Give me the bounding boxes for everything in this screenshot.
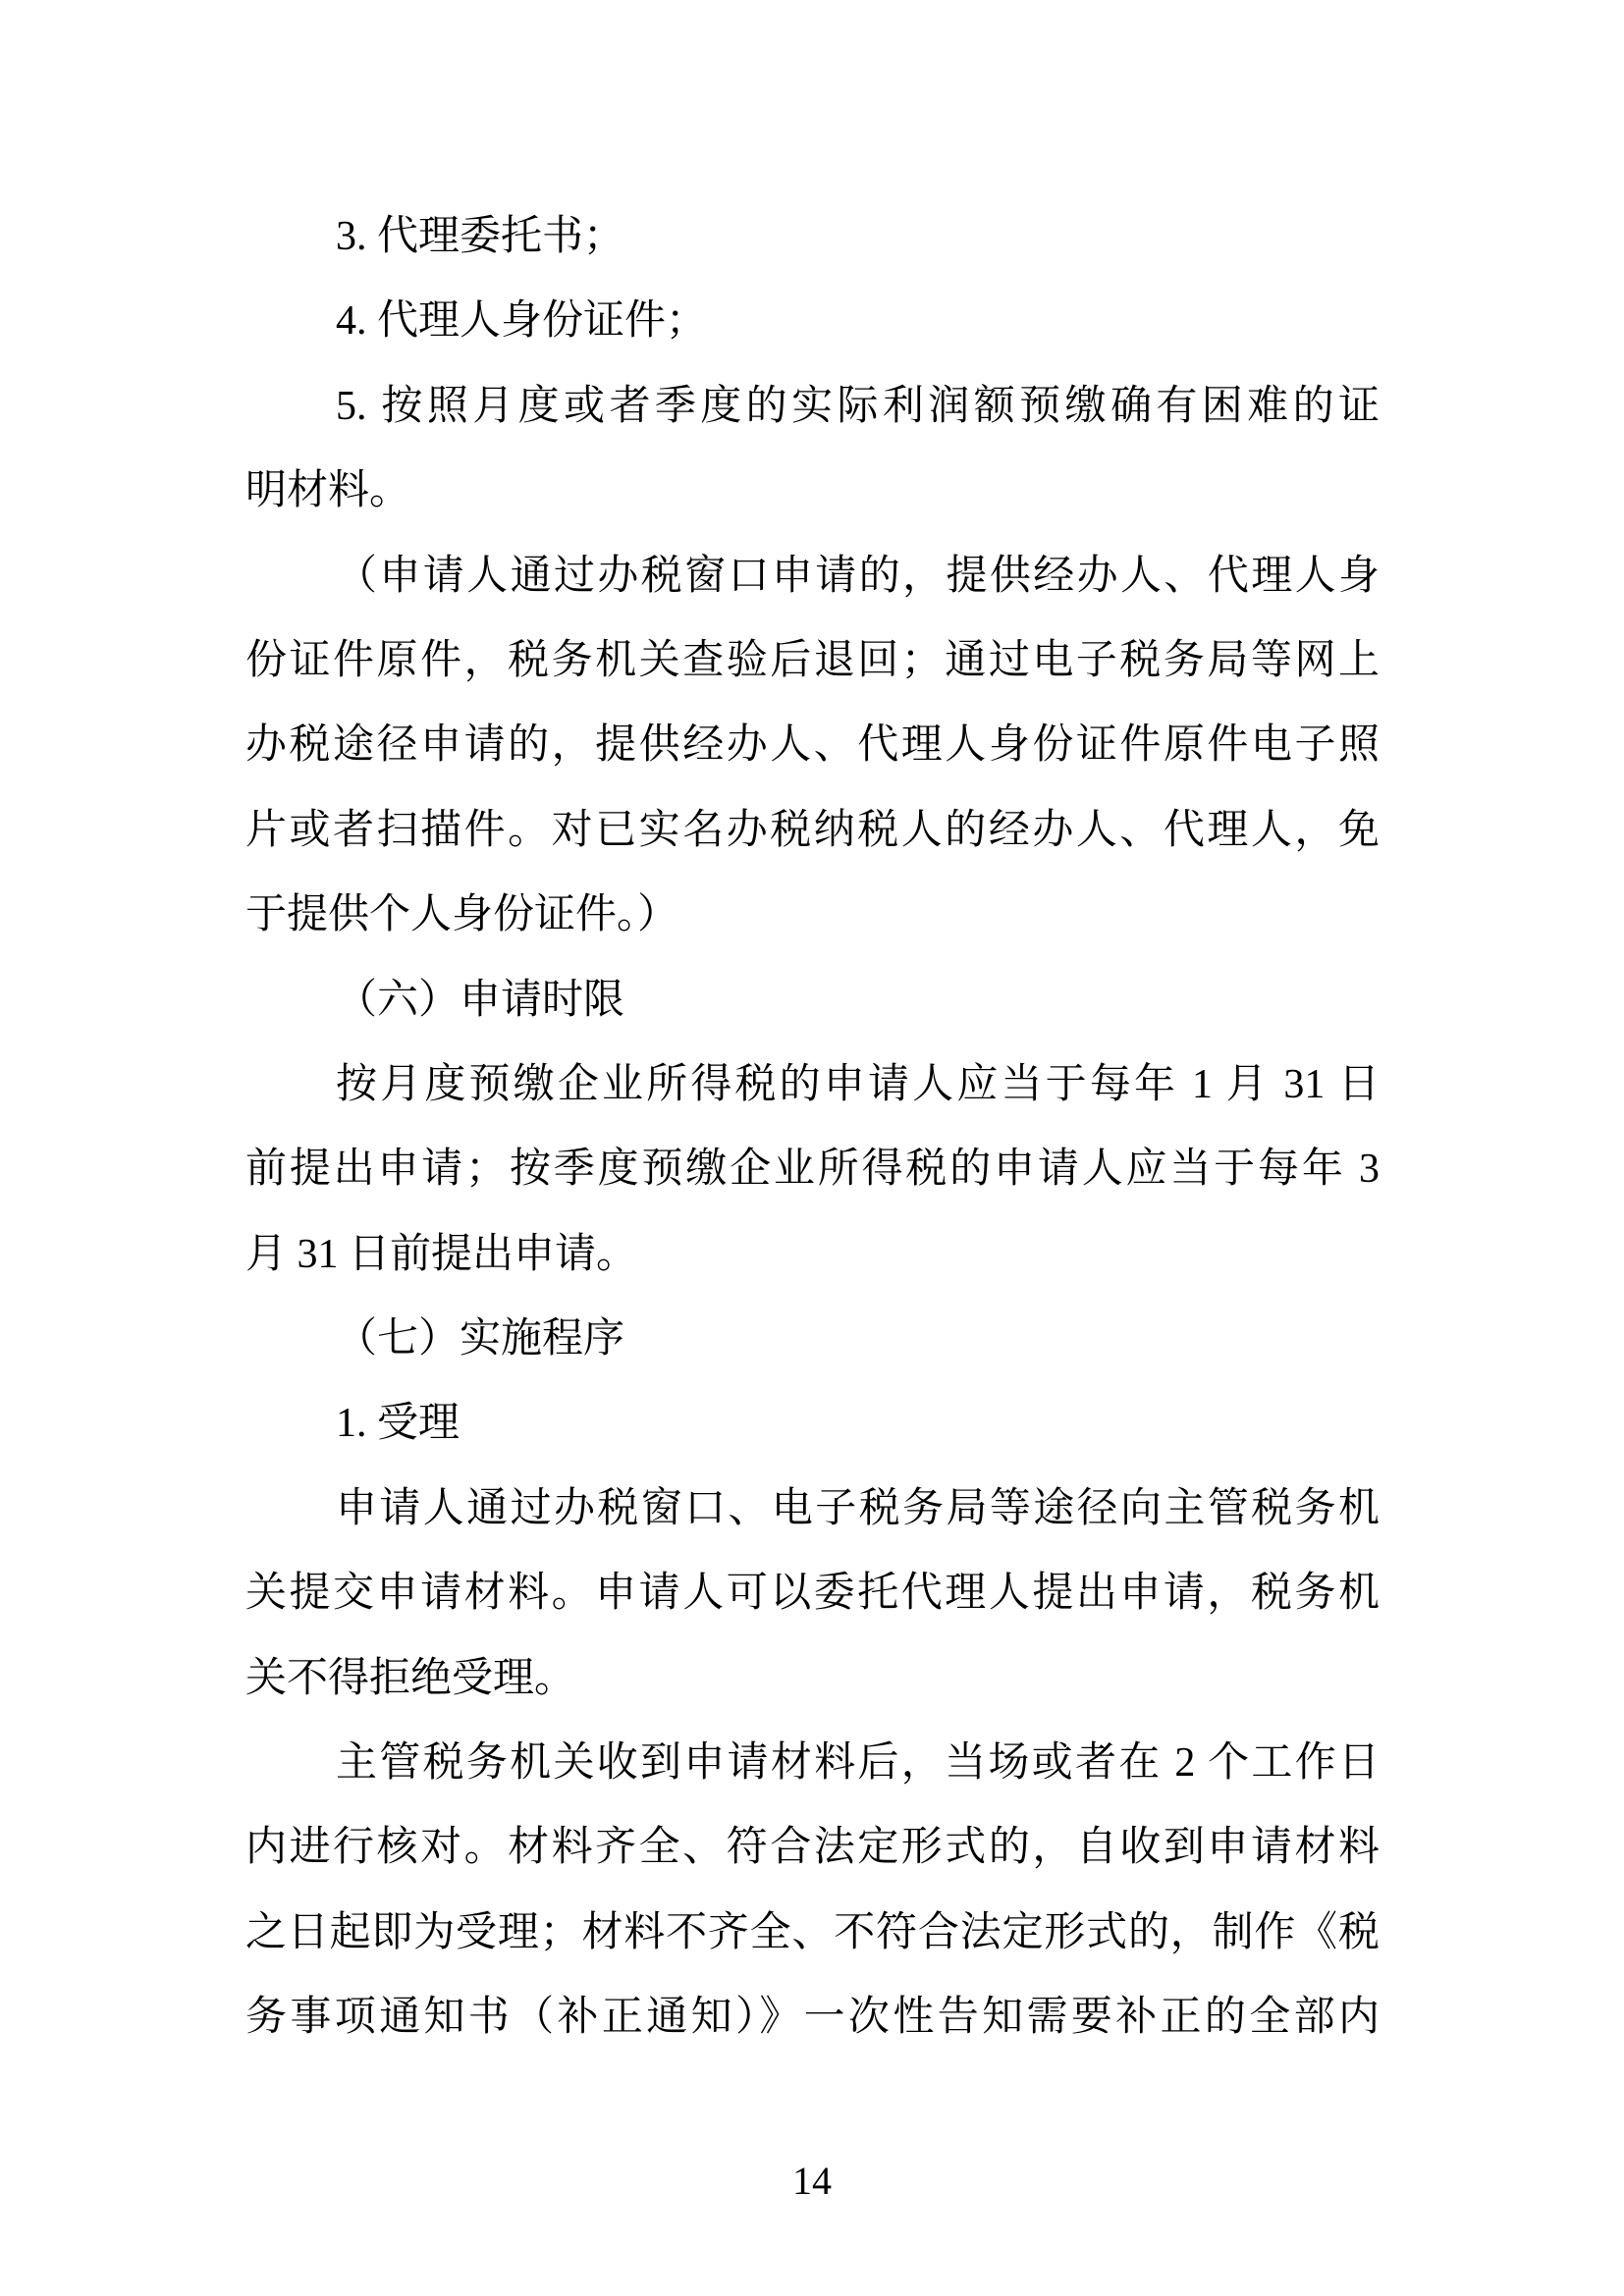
text-line: 3. 代理委托书；: [336, 214, 625, 259]
text-line: 月 31 日前提出申请。: [245, 1231, 638, 1277]
text-line: 1. 受理: [336, 1401, 460, 1447]
text-line: 于提供个人身份证件。）: [245, 892, 679, 938]
text-line: 前提出申请；按季度预缴企业所得税的申请人应当于每年 3: [245, 1147, 1380, 1193]
text-line: 内进行核对。材料齐全、符合法定形式的，自收到申请材料: [245, 1825, 1380, 1871]
document-body: [245, 194, 1380, 2060]
text-line: 务事项通知书（补正通知）》一次性告知需要补正的全部内: [245, 1995, 1380, 2041]
text-line: 4. 代理人身份证件；: [336, 298, 708, 345]
text-line: （申请人通过办税窗口申请的，提供经办人、代理人身: [336, 553, 1380, 599]
text-line: 5. 按照月度或者季度的实际利润额预缴确有困难的证: [336, 383, 1380, 429]
text-line: 按月度预缴企业所得税的申请人应当于每年 1 月 31 日: [336, 1061, 1380, 1107]
text-line: 片或者扫描件。对已实名办税纳税人的经办人、代理人，免: [245, 807, 1380, 853]
text-line: 关不得拒绝受理。: [245, 1655, 576, 1701]
text-line: （七）实施程序: [336, 1316, 625, 1362]
text-line: 之日起即为受理；材料不齐全、不符合法定形式的，制作《税: [245, 1909, 1380, 1955]
text-line: （六）申请时限: [336, 977, 625, 1023]
text-line: 份证件原件，税务机关查验后退回；通过电子税务局等网上: [245, 637, 1380, 683]
text-line: 明材料。: [245, 468, 411, 514]
text-line: 申请人通过办税窗口、电子税务局等途径向主管税务机: [336, 1485, 1380, 1531]
text-line: 关提交申请材料。申请人可以委托代理人提出申请，税务机: [245, 1571, 1380, 1617]
text-line: 办税途径申请的，提供经办人、代理人身份证件原件电子照: [245, 722, 1380, 769]
page-number-footer: 14: [792, 2159, 832, 2203]
text-line: 主管税务机关收到申请材料后，当场或者在 2 个工作日: [336, 1740, 1380, 1787]
